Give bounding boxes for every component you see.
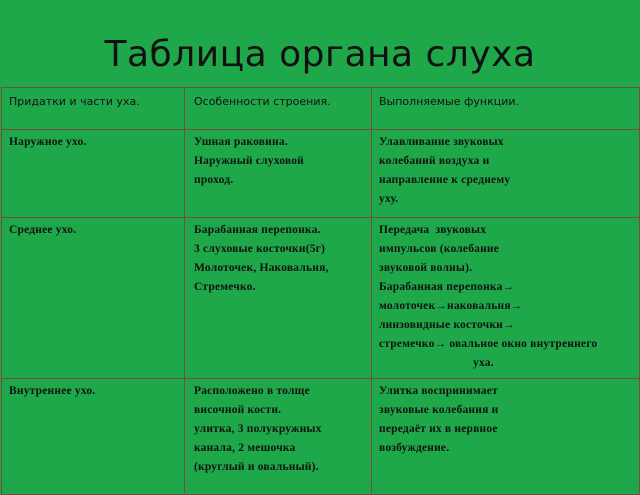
function-line: звуковой волны). — [379, 262, 473, 274]
function-line: направление к среднему — [379, 174, 511, 186]
header-structure: Особенности строения. — [185, 88, 372, 130]
structure-line: Расположено в толще — [194, 385, 310, 397]
cell-structure-outer-ear — [185, 130, 372, 218]
function-line: Передача звуковых — [379, 224, 487, 236]
structure-line: Молоточек, Наковальня, — [194, 262, 329, 274]
function-line: звуковые колебания и — [379, 404, 499, 416]
structure-line: Стремечко. — [194, 281, 256, 293]
structure-line: Ушная раковина. — [194, 136, 288, 148]
cell-structure-middle-ear — [185, 218, 372, 379]
structure-line: Наружный слуховой — [194, 155, 304, 167]
structure-line: Барабанная перепонка. — [194, 224, 321, 236]
function-line: колебаний воздуха и — [379, 155, 490, 167]
function-line: уху. — [379, 193, 399, 205]
cell-functions-outer-ear — [372, 130, 640, 218]
structure-line: канала, 2 мешочка — [194, 442, 296, 454]
cell-part-inner-ear — [2, 379, 185, 495]
structure-line: (круглый и овальный). — [194, 461, 319, 473]
slide-title: Таблица органа слуха — [104, 34, 536, 75]
structure-line: проход. — [194, 174, 234, 186]
function-line: Улитка воспринимает — [379, 385, 498, 397]
cell-part-middle-ear — [2, 218, 185, 379]
part-label: Среднее ухо. — [9, 224, 77, 236]
table-row — [2, 218, 640, 379]
structure-line: улитка, 3 полукружных — [194, 423, 322, 435]
cell-part-outer-ear — [2, 130, 185, 218]
cell-structure-inner-ear — [185, 379, 372, 495]
function-line: Улавливание звуковых — [379, 136, 504, 148]
cell-functions-inner-ear — [372, 379, 640, 495]
header-functions: Выполняемые функции. — [372, 88, 640, 130]
part-label: Наружное ухо. — [9, 136, 87, 148]
function-line: импульсов (колебание — [379, 243, 500, 255]
table-row — [2, 130, 640, 218]
header-parts: Придатки и части уха. — [2, 88, 185, 130]
function-line: стремечко→ овальное окно внутреннего — [379, 338, 598, 350]
function-line: Барабанная перепонка→ — [379, 281, 515, 293]
function-line: передаёт их в нервное — [379, 423, 498, 435]
structure-line: 3 слуховые косточки(5г) — [194, 243, 326, 255]
cell-functions-middle-ear — [372, 218, 640, 379]
table-row — [2, 379, 640, 495]
part-label: Внутреннее ухо. — [9, 385, 96, 397]
function-line: линзовидные косточки→ — [379, 319, 515, 331]
function-line: уха. — [473, 357, 494, 369]
hearing-organ-table — [1, 87, 640, 495]
structure-line: височной кости. — [194, 404, 282, 416]
table-header-row — [2, 88, 640, 130]
function-line: возбуждение. — [379, 442, 450, 454]
function-line: молоточек→наковальня→ — [379, 300, 523, 312]
